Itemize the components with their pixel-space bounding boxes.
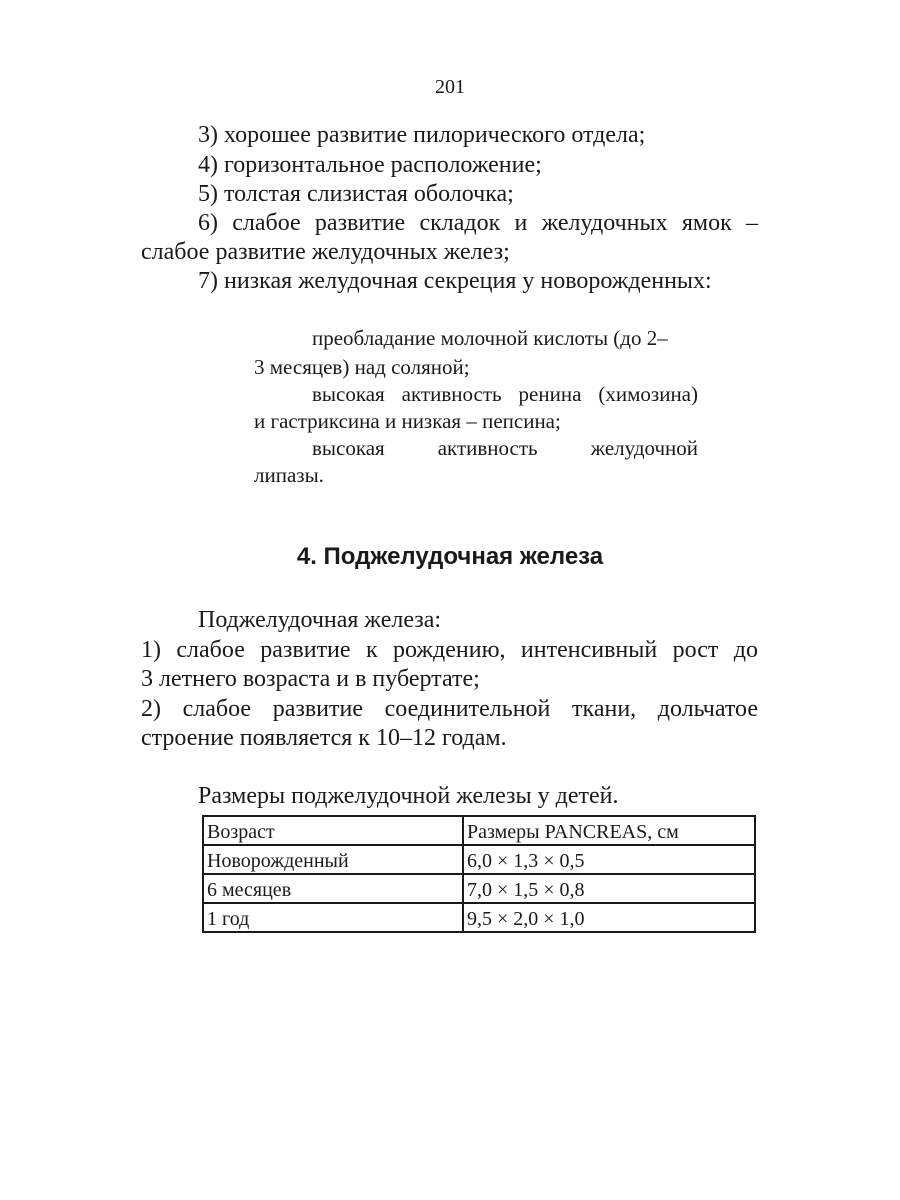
- page-number: 201: [435, 76, 465, 98]
- pancreas-line-1: 1) слабое развитие к рождению, интенсивный рост до: [141, 637, 758, 663]
- list-item-3: 3) хорошее развитие пилорического отдела;: [198, 122, 646, 148]
- pancreas-line-3: 2) слабое развитие соединительной ткани, дольчатое: [141, 696, 758, 722]
- list-item-4: 4) горизонтальное расположение;: [198, 152, 542, 178]
- table-cell-age: 1 год: [203, 903, 463, 932]
- list-item-5: 5) толстая слизистая оболочка;: [198, 181, 514, 207]
- sub-item-3-continuation: липазы.: [254, 463, 324, 487]
- sub-item-1: преобладание молочной кислоты (до 2–: [312, 326, 668, 350]
- table-header-size: Размеры PANCREAS, см: [463, 816, 755, 845]
- pancreas-line-2: 3 летнего возраста и в пубертате;: [141, 666, 480, 692]
- list-item-7: 7) низкая желудочная секреция у новорожденных:: [198, 268, 712, 294]
- list-item-6: 6) слабое развитие складок и желудочных ямок –: [198, 210, 758, 236]
- table-header-row: [203, 816, 755, 845]
- pancreas-size-table: [202, 815, 756, 933]
- table-row: [203, 903, 755, 932]
- sub-item-1-continuation: 3 месяцев) над соляной;: [254, 355, 470, 379]
- table-cell-age: Новорожденный: [203, 845, 463, 874]
- section-heading: 4. Поджелудочная железа: [296, 543, 604, 570]
- table-header-age: Возраст: [203, 816, 463, 845]
- sub-item-3: высокая активность желудочной: [312, 436, 698, 460]
- table-row: [203, 845, 755, 874]
- table-caption: Размеры поджелудочной железы у детей.: [198, 783, 619, 809]
- table-row: [203, 874, 755, 903]
- pancreas-line-4: строение появляется к 10–12 годам.: [141, 725, 507, 751]
- table-cell-size: 9,5 × 2,0 × 1,0: [463, 903, 755, 932]
- pancreas-intro: Поджелудочная железа:: [198, 607, 442, 633]
- sub-item-2-continuation: и гастриксина и низкая – пепсина;: [254, 409, 561, 433]
- list-item-6-continuation: слабое развитие желудочных желез;: [141, 239, 510, 265]
- sub-item-2: высокая активность ренина (химозина): [312, 382, 698, 406]
- table-cell-size: 6,0 × 1,3 × 0,5: [463, 845, 755, 874]
- table-cell-size: 7,0 × 1,5 × 0,8: [463, 874, 755, 903]
- table-cell-age: 6 месяцев: [203, 874, 463, 903]
